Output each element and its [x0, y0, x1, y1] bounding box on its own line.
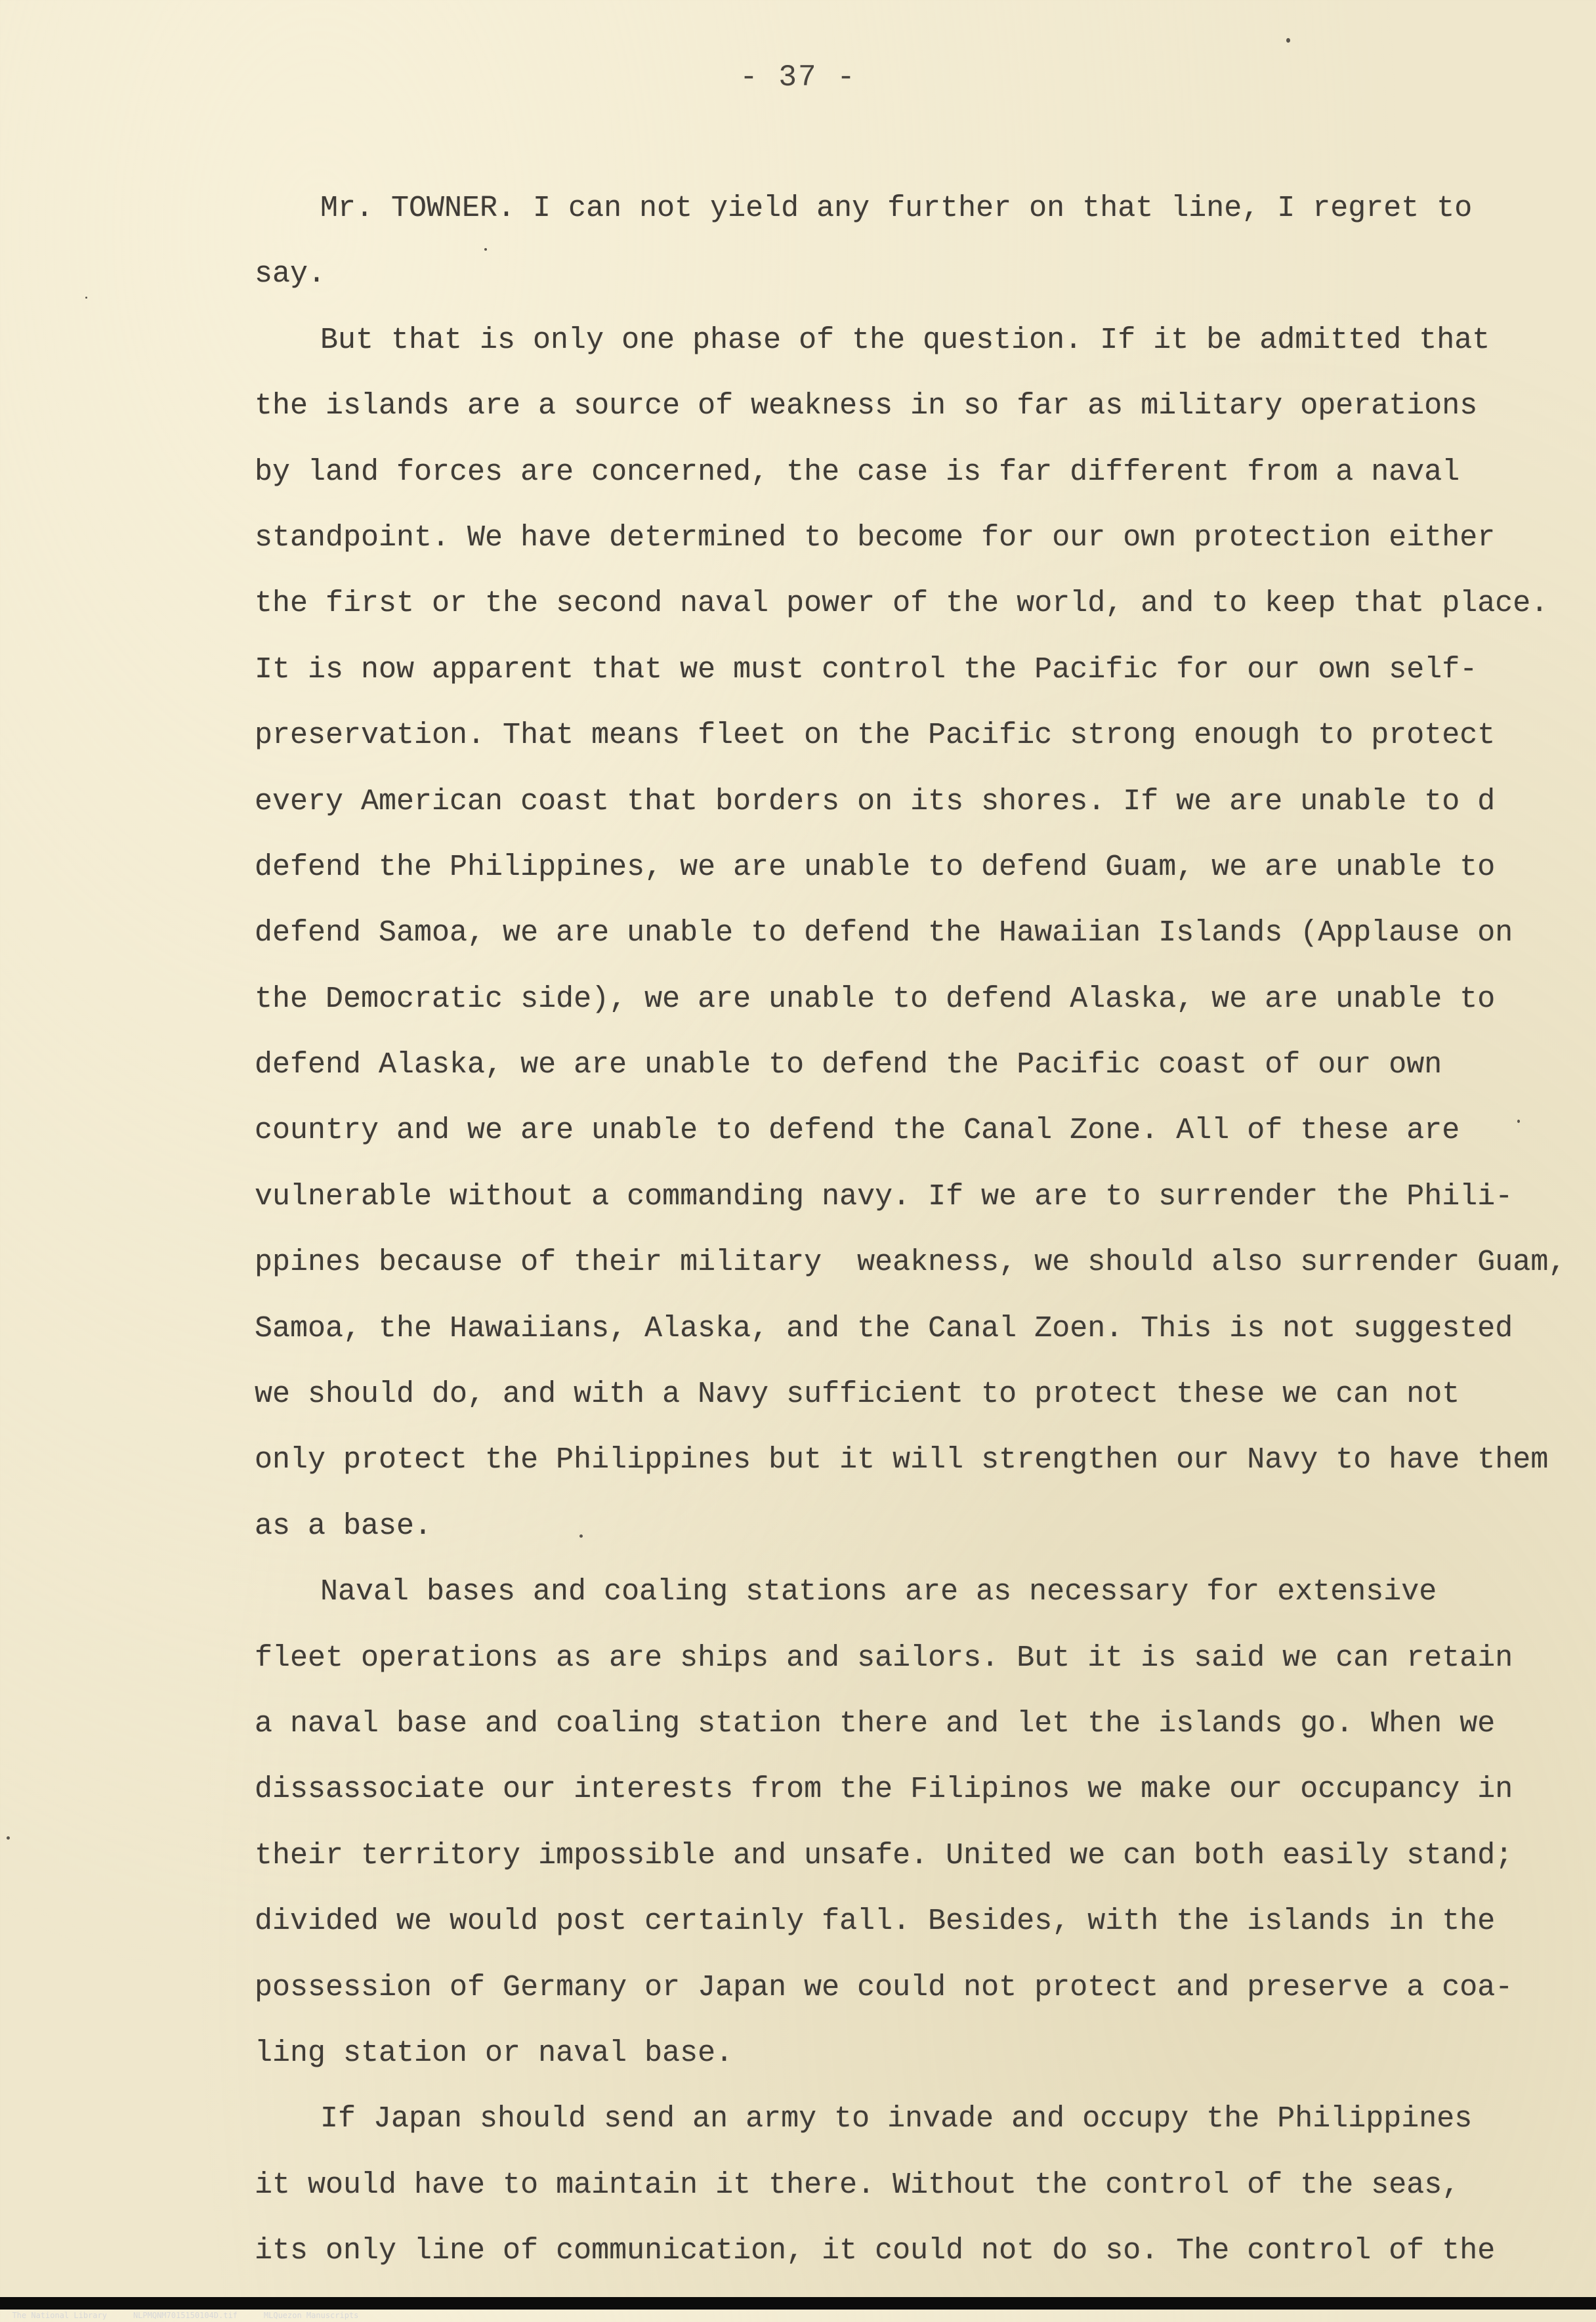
text-line: a naval base and coaling station there and let the islands go. When we [255, 1706, 1496, 1741]
text-line: standpoint. We have determined to become for our own protection either [255, 520, 1496, 555]
paper-speck [579, 1534, 583, 1538]
text-line: Samoa, the Hawaiians, Alaska, and the Canal Zoen. This is not suggested [255, 1311, 1513, 1345]
footer-library: The National Library [12, 2311, 107, 2320]
text-line: possession of Germany or Japan we could not protect and preserve a coa- [255, 1970, 1513, 2004]
text-line: preservation. That means fleet on the Pacific strong enough to protect [255, 719, 1496, 753]
text-line: It is now apparent that we must control the Pacific for our own self- [255, 652, 1478, 686]
text-line: their territory impossible and unsafe. United we can both easily stand; [255, 1838, 1513, 1872]
text-line: say. [255, 257, 326, 291]
text-line: the first or the second naval power of the world, and to keep that place. [255, 587, 1549, 621]
paper-speck [85, 297, 87, 299]
text-line: Mr. TOWNER. I can not yield any further on that line, I regret to [320, 192, 1473, 225]
scan-footer [0, 2297, 1596, 2320]
text-line: Naval bases and coaling stations are as necessary for extensive [320, 1575, 1437, 1609]
text-line: divided we would post certainly fall. Besides, with the islands in the [255, 1905, 1496, 1939]
text-line: its only line of communication, it could not do so. The control of the [255, 2234, 1496, 2268]
page-number: - 37 - [740, 60, 856, 95]
paper-speck [1286, 38, 1290, 43]
text-line: as a base. [255, 1509, 432, 1543]
text-line: ppines because of their military weakness, we should also surrender Guam, [255, 1246, 1566, 1280]
footer-file: NLPMQNM7015150104D.tif [133, 2311, 238, 2320]
text-line: the islands are a source of weakness in so far as military operations [255, 389, 1478, 423]
text-line: every American coast that borders on its shores. If we are unable to d [255, 784, 1496, 818]
text-line: dissassociate our interests from the Filipinos we make our occupancy in [255, 1773, 1513, 1807]
text-line: it would have to maintain it there. Without the control of the seas, [255, 2168, 1460, 2202]
paper-speck [484, 248, 487, 251]
text-line: If Japan should send an army to invade and occupy the Philippines [320, 2102, 1473, 2136]
text-line: only protect the Philippines but it will strengthen our Navy to have them [255, 1443, 1549, 1477]
text-line: by land forces are concerned, the case is far different from a naval [255, 455, 1460, 489]
text-line: we should do, and with a Navy sufficient to protect these we can not [255, 1378, 1460, 1412]
text-line: vulnerable without a commanding navy. If we are to surrender the Phili- [255, 1179, 1513, 1214]
text-line: the Democratic side), we are unable to defend Alaska, we are unable to [255, 982, 1496, 1016]
typewritten-body [255, 176, 1566, 2285]
text-line: fleet operations as are ships and sailors. But it is said we can retain [255, 1641, 1513, 1675]
text-line: country and we are unable to defend the Canal Zone. All of these are [255, 1114, 1460, 1148]
text-line: defend Alaska, we are unable to defend the Pacific coast of our own [255, 1048, 1442, 1082]
text-line: But that is only one phase of the question. If it be admitted that [320, 323, 1490, 357]
paper-speck [7, 1836, 10, 1840]
text-line: defend Samoa, we are unable to defend the Hawaiian Islands (Applause on [255, 916, 1513, 950]
footer-collection: MLQuezon Manuscripts [263, 2311, 359, 2320]
text-line: defend the Philippines, we are unable to defend Guam, we are unable to [255, 850, 1496, 884]
paper-speck [1517, 1120, 1520, 1123]
text-line: ling station or naval base. [255, 2036, 734, 2070]
